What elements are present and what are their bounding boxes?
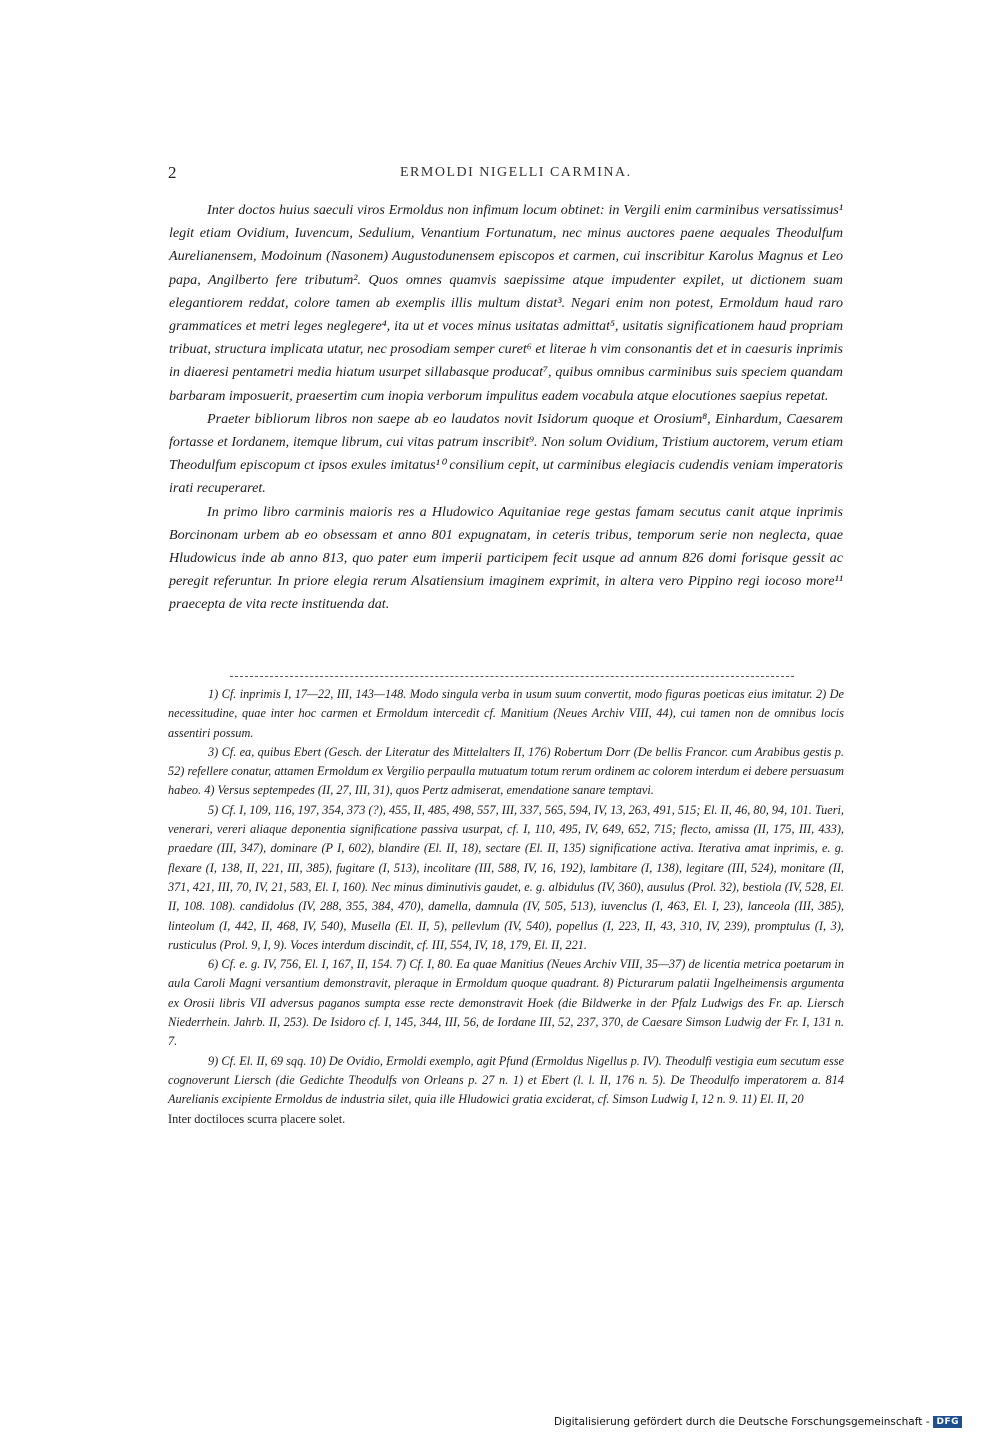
digitization-credit — [554, 1416, 962, 1428]
footnote-5: 5) Cf. I, 109, 116, 197, 354, 373 (?), 455, II, 485, 498, 557, III, 337, 565, 594, IV, 13, 263, 491, 515; El. II, 46, 80, 94, 101. Tueri, venerari, vereri aliaque deponentia significatione passiva usurpat, cf. I, 110, 495, IV, 649, 652, 715; flecto, amissa (II, 175, III, 433), praedare (III, 347), dominare (P I, 602), blandire (El. II, 18), sectare (El. II, 135) significatione activa. Iterativa amat inprimis, e. g. flexare (I, 138, II, 221, III, 385), fugitare (I, 513), incolitare (III, 588, IV, 16, 192), lambitare (I, 138), legitare (III, 524), monitare (II, 371, 421, III, 70, IV, 21, 583, El. I, 160). Nec minus diminutivis gaudet, e. g. albidulus (IV, 360), ausulus (Prol. 32), bestiola (IV, 528, El. II, 108. 108). candidolus (IV, 288, 355, 384, 470), damella, damnula (IV, 505, 513), iuvenclus (I, 463, El. I, 23), lanceola (III, 385), linteolum (I, 442, II, 468, IV, 540), Musella (El. II, 5), pellevlum (IV, 540), popellus (I, 223, II, 43, 310, IV, 239), promptulus (I, 3), rusticulus (Prol. 9, I, 9). Voces interdum discindit, cf. III, 554, IV, 18, 179, El. II, 221. — [168, 802, 844, 952]
dfg-logo-icon: DFG — [933, 1416, 962, 1428]
footnote-3-4: 3) Cf. ea, quibus Ebert (Gesch. der Literatur des Mittelalters II, 176) Robertum Dorr (De bellis Francor. cum Arabibus gestis p. 52) refellere conatur, attamen Ermoldum ex Vergilio perpaulla mutuatum totum rerum ordinem ac colorem interdum ei debere persuasum habeo. 4) Versus septempedes (II, 27, III, 31), quos Pertz admiserat, emendatione sanare temptavi. — [168, 744, 844, 798]
credit-text: Digitalisierung gefördert durch die Deutsche Forschungsgemeinschaft - — [553, 1416, 930, 1428]
main-text — [169, 199, 843, 617]
footnote-separator — [230, 676, 794, 677]
footnote-1-2: 1) Cf. inprimis I, 17—22, III, 143—148. Modo singula verba in usum suum convertit, modo figuras poeticas eius imitatur. 2) De necessitudine, quae inter hoc carmen et Ermoldum intercedit cf. Manitium (Neues Archiv VIII, 44), cui tamen non de omnibus locis assentiri possum. — [168, 687, 844, 740]
running-title: ERMOLDI NIGELLI CARMINA. — [400, 165, 632, 180]
footnote-11-quote: Inter doctiloces scurra placere solet. — [168, 1111, 346, 1126]
footnotes — [168, 685, 844, 1129]
paragraph-3: In primo libro carminis maioris res a Hludowico Aquitaniae rege gestas famam secutus canit atque inprimis Borcinonam urbem ab eo obsessam et anno 801 expugnatam, in ceteris tribus, temporum serie non neglecta, quae Hludowicus inde ab anno 813, quo pater eum imperii participem fecit usque ad annum 826 domi forisque gessit ac peregit referuntur. In priore elegia rerum Alsatiensium imaginem exprimit, in altera vero Pippino regi iocoso more¹¹ praecepta de vita recte instituenda dat. — [169, 503, 843, 613]
footnote-6-8: 6) Cf. e. g. IV, 756, El. I, 167, II, 154. 7) Cf. I, 80. Ea quae Manitius (Neues Archiv VIII, 35—37) de licentia metrica poetarum in aula Caroli Magni versantium demonstravit, pleraque in Ermoldum quoque quadrant. 8) Picturarum palatii Ingelheimensis argumenta ex Orosii libris VII adversus paganos sumpta esse recte demonstravit Hoek (die Bildwerke in der Pfalz Ludwigs des Fr. ap. Liersch Niederrhein. Jahrb. II, 253). De Isidoro cf. I, 145, 344, III, 56, de Iordane III, 52, 237, 370, de Caesare Simson Ludwig der Fr. I, 131 n. 7. — [168, 957, 844, 1049]
paragraph-1: Inter doctos huius saeculi viros Ermoldus non infimum locum obtinet: in Vergili enim carminibus versatissimus¹ legit etiam Ovidium, Iuvencum, Sedulium, Venantium Fortunatum, nec minus auctores paene aequales Theodulfum Aurelianensem, Modoinum (Nasonem) Augustodunensem episcopos et carmen, cui inscribitur Karolus Magnus et Leo papa, Angilberto fere tributum². Quos omnes quamvis saepissime atque impudenter expilet, ut dictionem suam elegantiorem reddat, colore tamen ab exemplis illis multum distat³. Negari enim non potest, Ermoldum haud raro grammatices et metri leges neglegere⁴, ita ut et voces minus usitatas admittat⁵, usitatis significationem haud propriam tribuat, structura implicata utatur, nec prosodiam semper curet⁶ et literae h vim consonantis det et in caesuris inprimis in diaeresi pentametri media hiatum usurpet sillabasque producat⁷, quibus omnibus carminibus suis speciem quandam barbaram imposuerit, praesertim cum inopia verborum impulitus eadem vocabula atque elocutiones saepius repetat. — [169, 202, 843, 404]
footnote-9-11: 9) Cf. El. II, 69 sqq. 10) De Ovidio, Ermoldi exemplo, agit Pfund (Ermoldus Nigellus p. IV). Theodulfi vestigia eum secutum esse cognoverunt Liersch (die Gedichte Theodulfs von Orleans p. 27 n. 1) et Ebert (l. l. II, 176 n. 5). De Theodulfo imperatorem a. 814 Aurelianis excipiente Ermoldus de industria silet, quia ille Hludowici gratia exciderat, cf. Simson Ludwig I, 12 n. 9. 11) El. II, 20 — [168, 1053, 844, 1107]
paragraph-2: Praeter bibliorum libros non saepe ab eo laudatos novit Isidorum quoque et Orosium⁸, Einhardum, Caesarem fortasse et Iordanem, itemque librum, cui vitas patrum inscribit⁹. Non solum Ovidium, Tristium auctorem, verum etiam Theodulfum episcopum ct ipsos exules imitatus¹⁰ consilium cepit, ut carminibus elegiacis cudendis veniam imperatoris irati recuperaret. — [169, 410, 843, 497]
page-number: 2 — [168, 163, 177, 182]
